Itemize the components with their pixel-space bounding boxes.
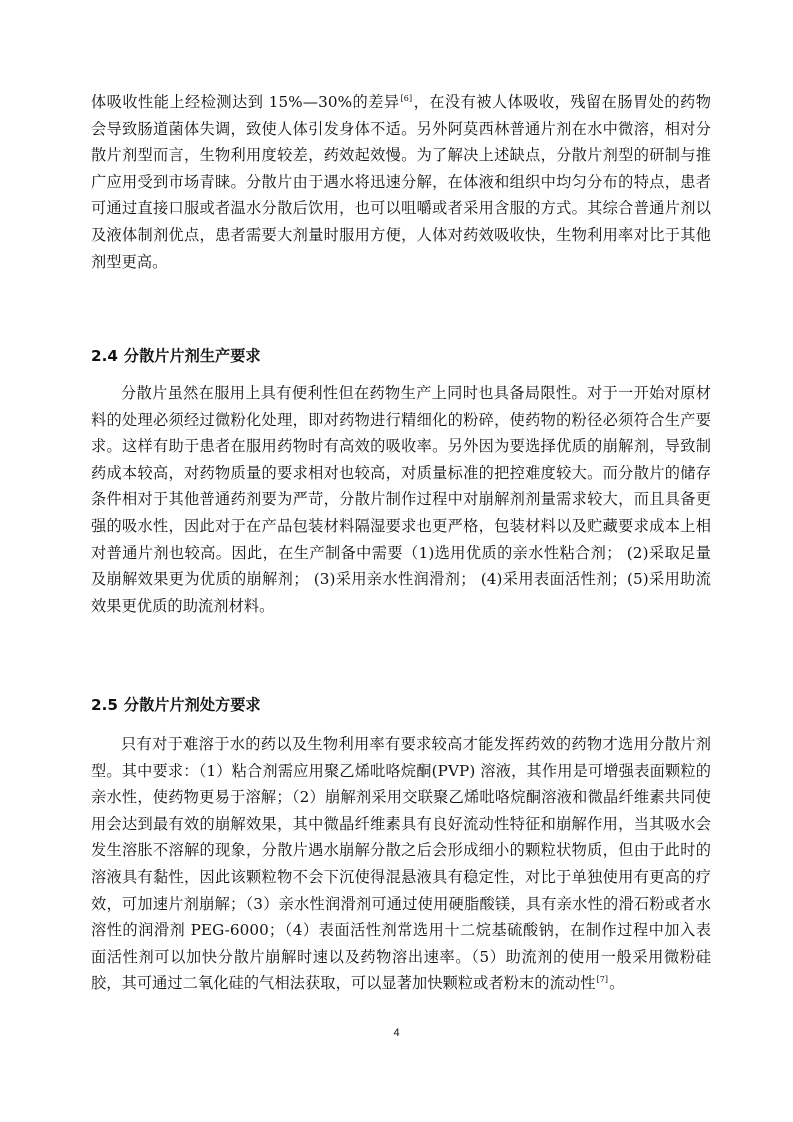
paragraph-production-requirements: 分散片虽然在服用上具有便利性但在药物生产上同时也具备局限性。对于一开始对原材料的处理必须经过微粉化处理，即对药物进行精细化的粉碎，使药物的粉径必须符合生产要求。这样有助于患者在服用药物时有高效的吸收率。另外因为要选择优质的崩解剂，导致制药成本较高，对药物质量的要求相对也较高，对质量标准的把控难度较大。而分散片的储存条件相对于其他普通药剂要为严苛，分散片制作过程中对崩解剂剂量需求较大，而且具备更强的吸水性，因此对于在产品包装材料隔湿要求也更严格，包装材料以及贮藏要求成本上相对普通片剂也较高。因此，在生产制备中需要（1)选用优质的亲水性粘合剂； (2)采取足量及崩解效果更为优质的崩解剂； (3)采用亲水性润滑剂； (4)采用表面活性剂；(5)采用助流效果更优质的助流剂材料。 xyxy=(91,384,711,615)
section-title: 分散片片剂生产要求 xyxy=(123,347,261,365)
paragraph-text-part: 。 xyxy=(609,974,625,993)
citation-ref: [7] xyxy=(596,975,609,985)
paragraph-absorption xyxy=(91,89,711,275)
citation-ref: [6] xyxy=(400,94,413,103)
section-number: 2.5 xyxy=(91,696,118,714)
paragraph-text-part: 只有对于难溶于水的药以及生物利用率有要求较高才能发挥药效的药物才选用分散片剂型。其中要求：（1）粘合剂需应用聚乙烯吡咯烷酮(PVP) 溶液，其作用是可增强表面颗粒的亲水性，使药物更易于溶解；（2）崩解剂采用交联聚乙烯吡咯烷酮溶液和微晶纤维素共同使用会达到最有效的崩解效果，其中微晶纤维素具有良好流动性特征和崩解作用，当其吸水会发生溶胀不溶解的现象，分散片遇水崩解分散之后会形成细小的颗粒状物质，但由于此时的溶液具有黏性，因此该颗粒物不会下沉使得混悬液具有稳定性，对比于单独使用有更高的疗效，可加速片剂崩解；（3）亲水性润滑剂可通过使用硬脂酸镁，具有亲水性的滑石粉或者水溶性的润滑剂 PEG-6000；（4）表面活性剂常选用十二烷基硫酸钠，在制作过程中加入表面活性剂可以加快分散片崩解时速以及药物溶出速率。（5）助流剂的使用一般采用微粉硅胶，其可通过二氧化硅的气相法获取，可以显著加快颗粒或者粉末的流动性 xyxy=(91,735,711,993)
section-heading-2-5 xyxy=(91,694,261,715)
paragraph-formulation-requirements xyxy=(91,731,711,997)
section-heading-2-4 xyxy=(91,345,261,366)
paragraph-text-part: 体吸收性能上经检测达到 15%—30%的差异 xyxy=(91,93,400,111)
section-title: 分散片片剂处方要求 xyxy=(123,696,261,714)
section-number: 2.4 xyxy=(91,347,118,365)
paragraph-text-part: ，在没有被人体吸收，残留在肠胃处的药物会导致肠道菌体失调，致使人体引发身体不适。另外阿莫西林普通片剂在水中微溶，相对分散片剂型而言，生物利用度较差，药效起效慢。为了解决上述缺点，分散片剂型的研制与推广应用受到市场青睐。分散片由于遇水将迅速分解，在体液和组织中均匀分布的特点，患者可通过直接口服或者温水分散后饮用，也可以咀嚼或者采用含服的方式。其综合普通片剂以及液体制剂优点，患者需要大剂量时服用方便，人体对药效吸收快，生物利用率对比于其他剂型更高。 xyxy=(91,93,711,271)
page-number: 4 xyxy=(393,1027,400,1039)
